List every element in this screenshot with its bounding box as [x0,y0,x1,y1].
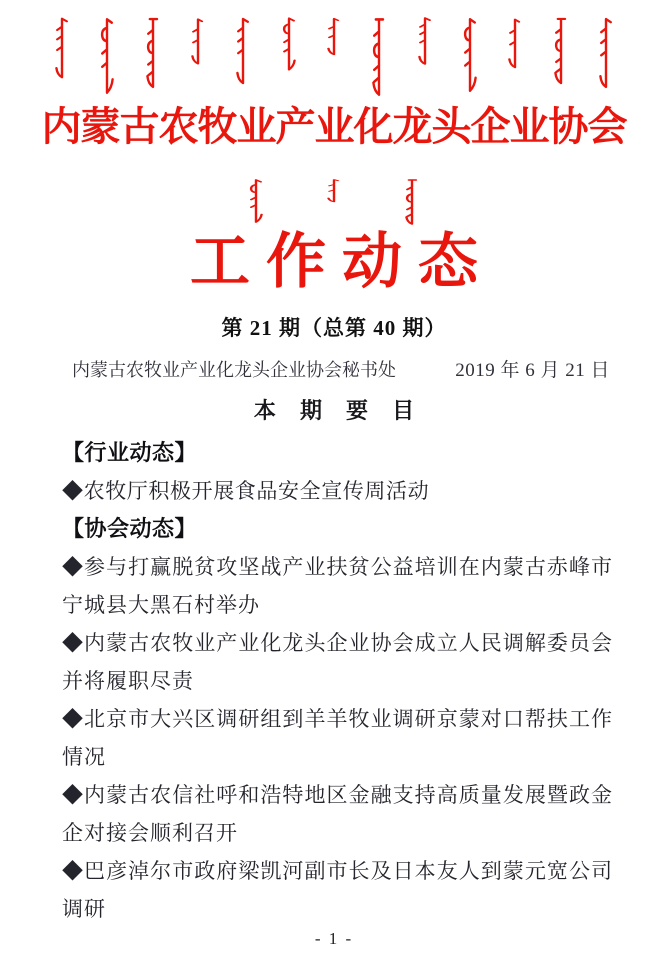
digest-item-continuation: 情况 [62,745,106,769]
mongolian-glyph-icon [326,178,342,204]
masthead-meta-row [72,358,610,383]
issue-number: 第 21 期（总第 40 期） [221,316,447,340]
digest-list [62,434,612,928]
digest-item-continuation: 调研 [62,897,106,921]
digest-item: ◆巴彦淖尔市政府梁凯河副市长及日本友人到蒙元宽公司 [62,859,612,883]
page-number: - 1 - [314,929,354,948]
digest-heading: 本 期 要 目 [253,398,424,423]
digest-section-heading: 【协会动态】 [62,516,198,541]
mongolian-glyph-icon [553,16,569,86]
mongolian-script-banner-top [54,16,614,98]
mongolian-script-banner-subtitle [0,178,668,226]
mongolian-glyph-icon [462,16,478,94]
mongolian-glyph-icon [248,178,264,224]
newsletter-title: 工作动态 [190,229,494,295]
mongolian-glyph-icon [99,16,115,96]
digest-item: ◆北京市大兴区调研组到羊羊牧业调研京蒙对口帮扶工作 [62,707,612,731]
digest-item: ◆农牧厅积极开展食品安全宣传周活动 [62,479,430,503]
digest-item: ◆内蒙古农牧业产业化龙头企业协会成立人民调解委员会 [62,631,612,655]
mongolian-glyph-icon [598,16,614,90]
publisher-name: 内蒙古农牧业产业化龙头企业协会秘书处 [72,360,396,380]
mongolian-glyph-icon [417,16,433,66]
mongolian-glyph-icon [54,16,70,80]
mongolian-glyph-icon [145,16,161,90]
mongolian-glyph-icon [507,16,523,72]
organization-title: 内蒙古农牧业产业化龙头企业协会 [41,104,627,149]
digest-item-continuation: 宁城县大黑石村举办 [62,593,260,617]
mongolian-glyph-icon [235,16,251,86]
mongolian-glyph-icon [190,16,206,68]
mongolian-glyph-icon [371,16,387,98]
publication-date: 2019 年 6 月 21 日 [455,360,610,381]
mongolian-glyph-icon [281,16,297,72]
mongolian-glyph-icon [326,16,342,58]
digest-item-continuation: 并将履职尽责 [62,669,194,693]
digest-section-heading: 【行业动态】 [62,440,198,465]
digest-item-continuation: 企对接会顺利召开 [62,821,238,845]
mongolian-glyph-icon [404,178,420,226]
digest-item: ◆参与打赢脱贫攻坚战产业扶贫公益培训在内蒙古赤峰市 [62,555,612,579]
digest-item: ◆内蒙古农信社呼和浩特地区金融支持高质量发展暨政金 [62,783,612,807]
